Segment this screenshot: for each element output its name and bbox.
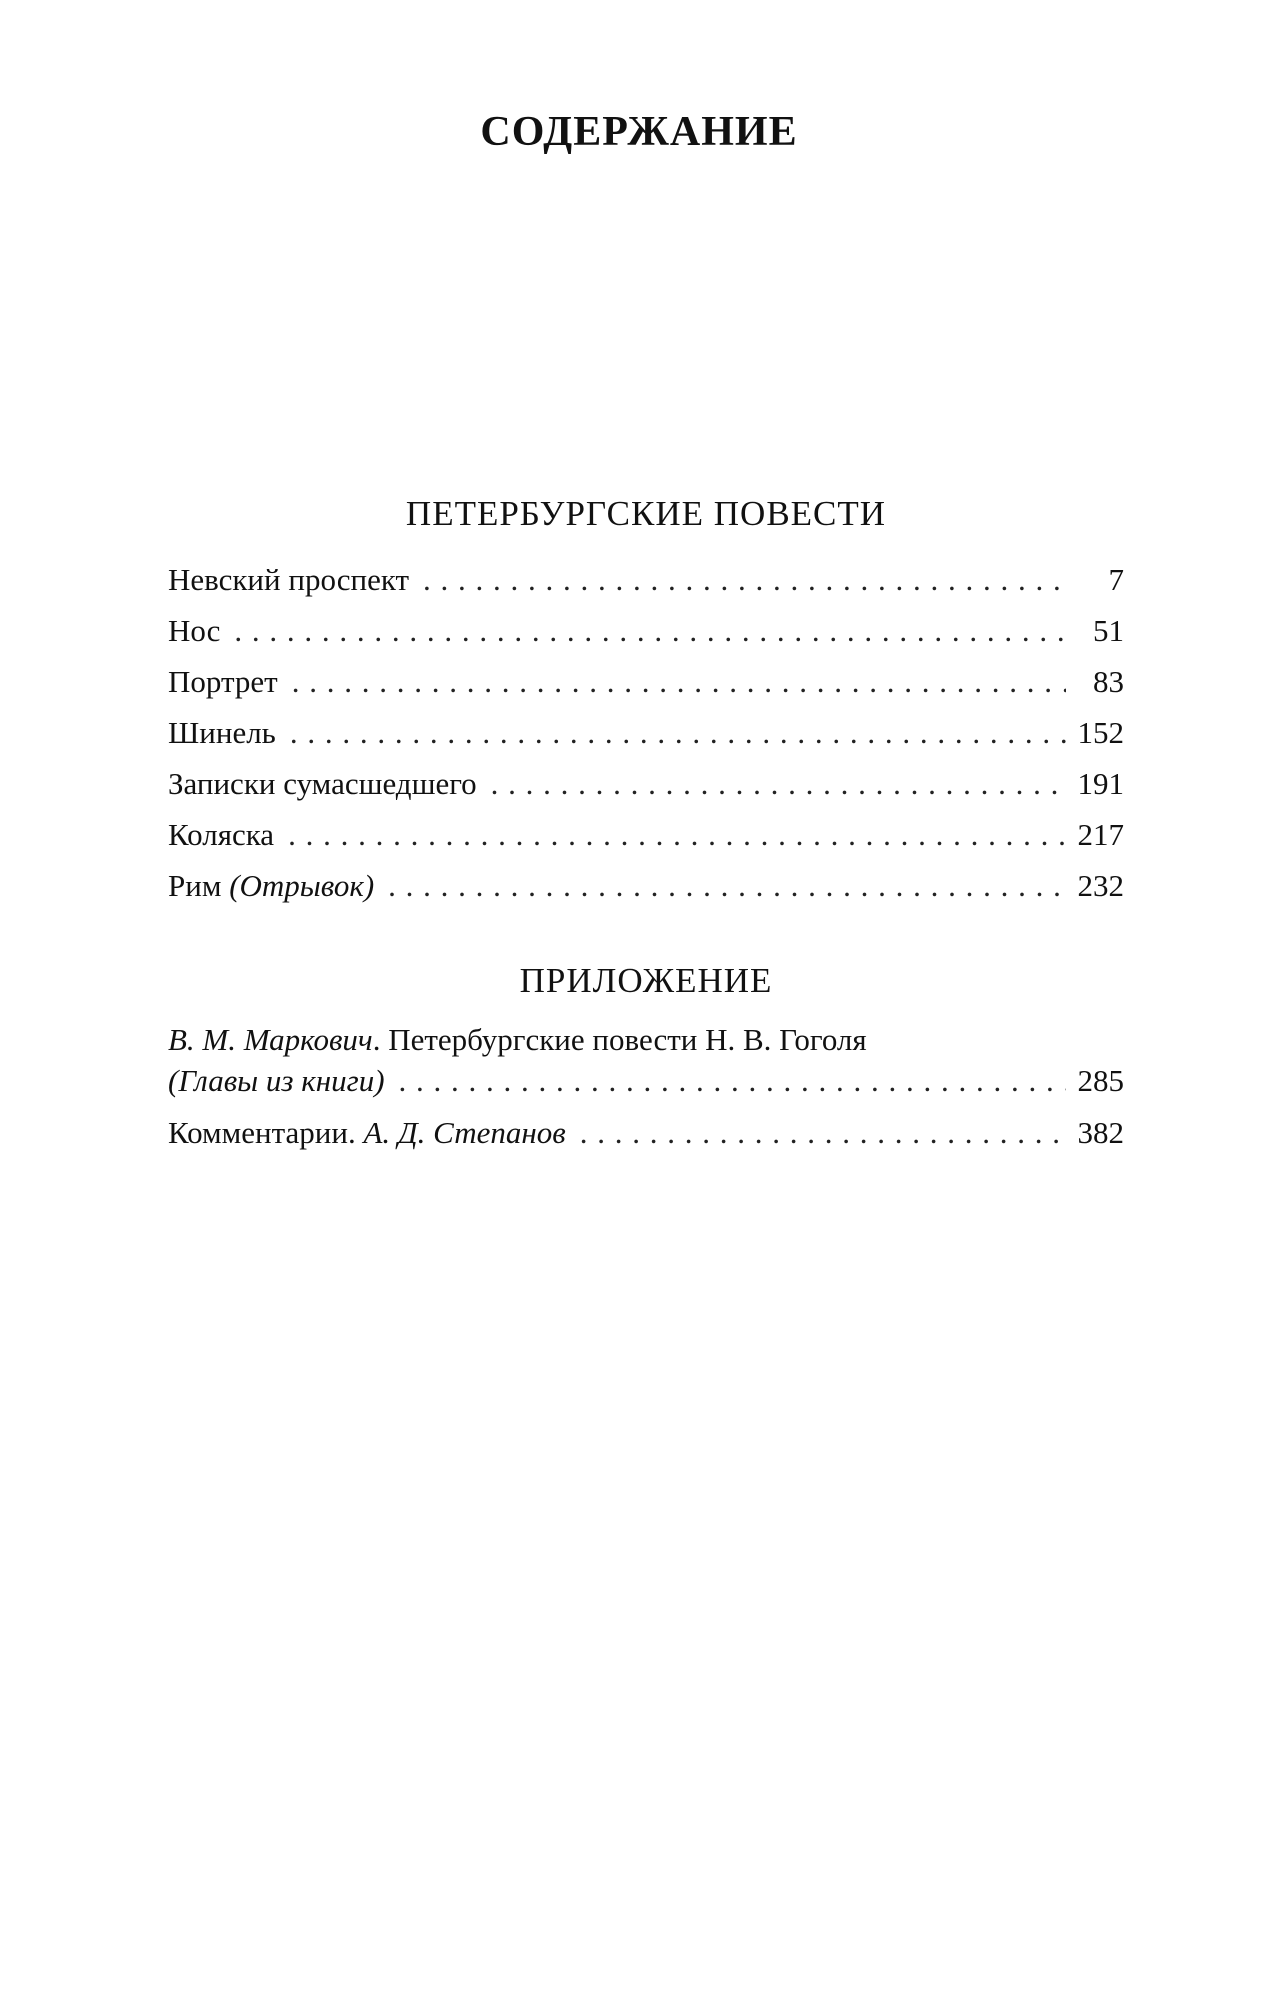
dot-leader (290, 707, 1066, 758)
toc-entry-page: 285 (1077, 1063, 1124, 1098)
dot-leader (388, 860, 1066, 911)
toc-entry-title: Записки сумасшедшего (168, 766, 477, 801)
toc-entry-author: В. М. Маркович (168, 1022, 373, 1057)
toc-entry-kolyaska[interactable] (168, 809, 1124, 860)
toc-list (168, 1021, 1124, 1158)
dot-leader (288, 809, 1066, 860)
toc-entry-page: 191 (1077, 766, 1124, 801)
toc-entry-portret[interactable] (168, 656, 1124, 707)
toc-entry-title: Портрет (168, 664, 278, 699)
dot-leader (292, 656, 1066, 707)
toc-entry-title (168, 1107, 566, 1158)
toc-entry-page: 51 (1093, 613, 1124, 648)
toc-entry-title-main: Комментарии. (168, 1115, 364, 1150)
toc-entry-page: 217 (1077, 817, 1124, 852)
toc-entry-markovich[interactable] (168, 1021, 1124, 1103)
toc-entry-title: Невский проспект (168, 562, 410, 597)
toc-entry-nos[interactable] (168, 605, 1124, 656)
toc-entry-second-line (168, 1059, 1124, 1103)
toc-entry-page: 382 (1077, 1115, 1124, 1150)
section-heading: ПЕТЕРБУРГСКИЕ ПОВЕСТИ (405, 494, 887, 533)
toc-entry-page: 7 (1108, 562, 1124, 597)
toc-entry-title (168, 860, 374, 911)
section-heading: ПРИЛОЖЕНИЕ (519, 961, 773, 1000)
toc-entry-first-line (168, 1021, 1124, 1059)
toc-entry-title: Шинель (168, 715, 276, 750)
dot-leader (580, 1107, 1066, 1158)
toc-entry-nevsky-prospekt[interactable] (168, 554, 1124, 605)
toc-entry-subtitle: (Главы из книги) (168, 1063, 385, 1098)
page-title: СОДЕРЖАНИЕ (480, 109, 798, 155)
toc-entry-title: Нос (168, 613, 221, 648)
dot-leader (491, 758, 1066, 809)
dot-leader (234, 605, 1066, 656)
toc-entry-title: Коляска (168, 817, 275, 852)
dot-leader (423, 554, 1066, 605)
section-appendix (168, 955, 1124, 1158)
toc-entry-rim[interactable] (168, 860, 1124, 911)
toc-entry-page: 83 (1093, 664, 1124, 699)
toc-entry-shinel[interactable] (168, 707, 1124, 758)
toc-entry-zapiski[interactable] (168, 758, 1124, 809)
toc-list (168, 554, 1124, 911)
toc-entry-page: 232 (1077, 868, 1124, 903)
dot-leader (399, 1059, 1066, 1103)
toc-entry-subtitle: (Отрывок) (229, 868, 375, 903)
toc-entry-author: А. Д. Степанов (363, 1115, 566, 1150)
toc-entry-page: 152 (1077, 715, 1124, 750)
toc-entry-title: . Петербургские повести Н. В. Гоголя (372, 1022, 867, 1057)
toc-entry-title-main: Рим (168, 868, 230, 903)
section-petersburg-tales (168, 488, 1124, 911)
toc-entry-kommentarii[interactable] (168, 1107, 1124, 1158)
